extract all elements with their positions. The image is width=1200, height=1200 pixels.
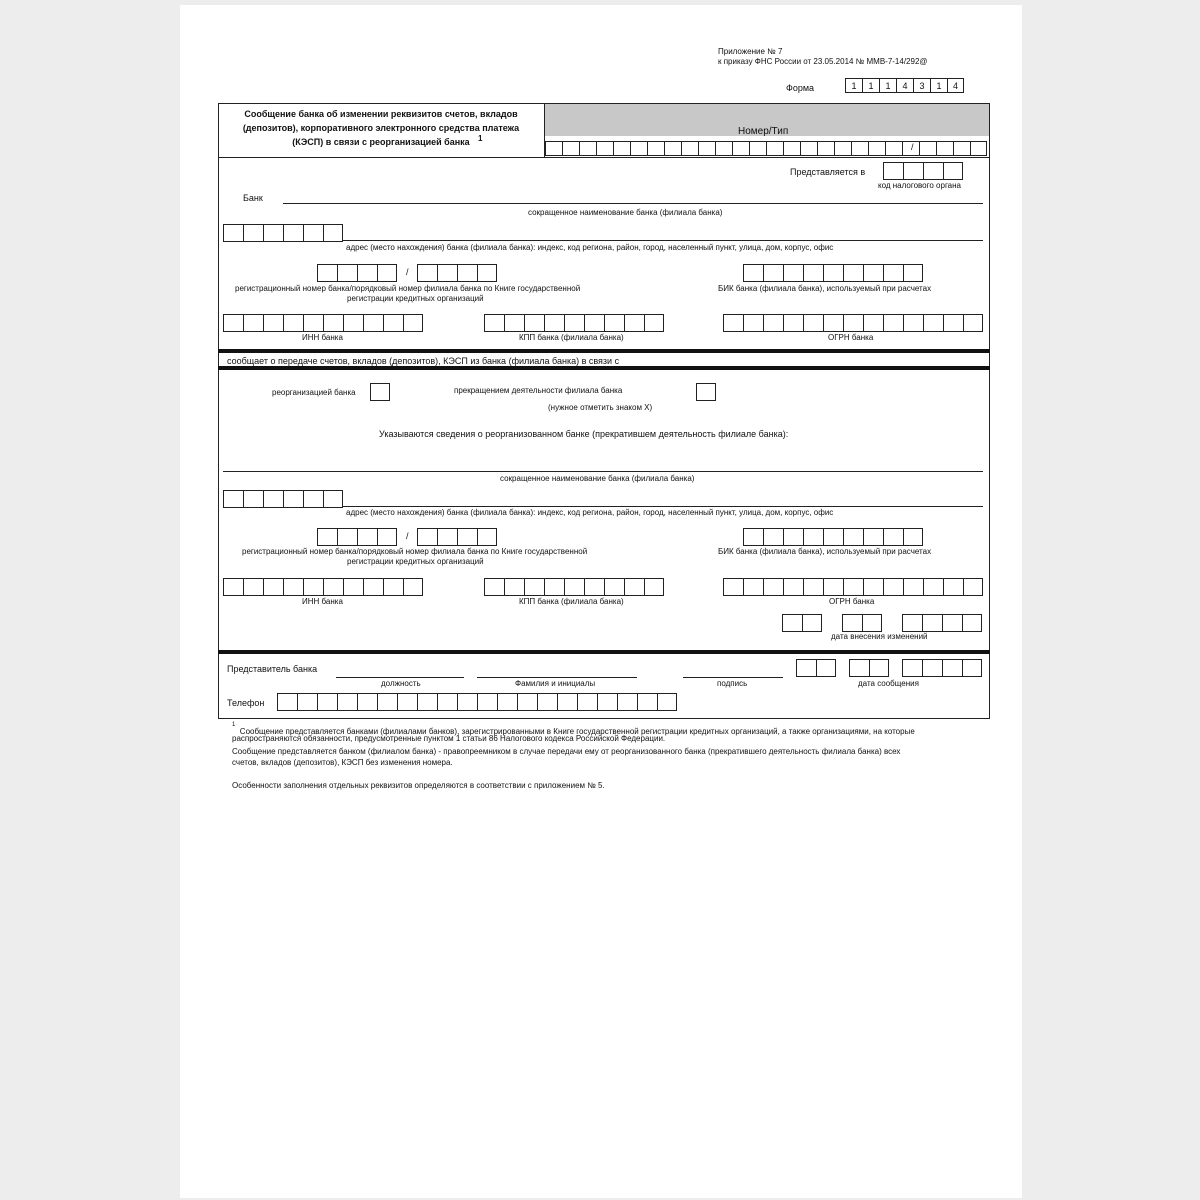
input-cell[interactable] xyxy=(624,578,644,596)
input-cell[interactable] xyxy=(783,578,803,596)
input-cell[interactable] xyxy=(477,693,497,711)
input-cell[interactable] xyxy=(637,693,657,711)
input-cell[interactable] xyxy=(303,224,323,242)
input-cell[interactable] xyxy=(596,141,613,156)
input-cell[interactable] xyxy=(936,141,953,156)
input-cell[interactable] xyxy=(545,141,562,156)
input-cell[interactable] xyxy=(681,141,698,156)
change-date-year-cells[interactable] xyxy=(902,614,982,632)
bank-inn-caption: ИНН банка xyxy=(302,333,343,342)
reorg-bank-name-caption: сокращенное наименование банка (филиала банка) xyxy=(500,474,695,483)
form-code-digit: 1 xyxy=(862,78,879,93)
input-cell[interactable] xyxy=(437,528,457,546)
input-cell[interactable] xyxy=(377,264,397,282)
form-code-cells xyxy=(845,78,964,93)
input-cell[interactable] xyxy=(763,578,783,596)
bank-name-line[interactable] xyxy=(283,203,983,204)
input-cell[interactable] xyxy=(963,314,983,332)
input-cell[interactable] xyxy=(544,314,564,332)
input-cell[interactable] xyxy=(337,528,357,546)
input-cell[interactable] xyxy=(457,693,477,711)
reorg-reg-number-cells[interactable] xyxy=(317,528,397,546)
input-cell[interactable] xyxy=(577,693,597,711)
input-cell[interactable] xyxy=(297,693,317,711)
transfer-text: сообщает о передаче счетов, вкладов (депозитов), КЭСП из банка (филиала банка) в связи с xyxy=(227,356,620,366)
title-footnote-mark: 1 xyxy=(478,134,483,143)
input-cell[interactable] xyxy=(363,578,383,596)
bank-reg-number-cells[interactable] xyxy=(317,264,397,282)
input-cell[interactable] xyxy=(943,578,963,596)
reorg-info-text: Указываются сведения о реорганизованном банке (прекратившем деятельность филиале банка): xyxy=(379,429,789,439)
input-cell[interactable] xyxy=(962,659,982,677)
phone-cells[interactable] xyxy=(277,693,677,711)
input-cell[interactable] xyxy=(323,490,343,508)
message-date-caption: дата сообщения xyxy=(858,679,919,688)
input-cell[interactable] xyxy=(644,578,664,596)
input-cell[interactable] xyxy=(497,693,517,711)
input-cell[interactable] xyxy=(624,314,644,332)
reorg-bank-name-line[interactable] xyxy=(223,471,983,472)
input-cell[interactable] xyxy=(630,141,647,156)
input-cell[interactable] xyxy=(357,693,377,711)
reorg-address-line[interactable] xyxy=(343,506,983,507)
input-cell[interactable] xyxy=(437,264,457,282)
bank-kpp-cells[interactable] xyxy=(484,314,664,332)
input-cell[interactable] xyxy=(817,141,834,156)
position-caption: должность xyxy=(381,679,421,688)
input-cell[interactable] xyxy=(283,224,303,242)
input-cell[interactable] xyxy=(664,141,681,156)
input-cell[interactable] xyxy=(317,528,337,546)
input-cell[interactable] xyxy=(803,314,823,332)
footnote-1-mark: 1 xyxy=(232,722,236,728)
input-cell[interactable] xyxy=(357,528,377,546)
reorg-branch-number-cells[interactable] xyxy=(417,528,497,546)
input-cell[interactable] xyxy=(763,528,783,546)
footnote-2-line1: Сообщение представляется банком (филиалом банка) - правопреемником в случае передачи ему от реорганизованного банка (прекратившего деятельность филиала банка) всех xyxy=(232,747,901,756)
input-cell[interactable] xyxy=(283,314,303,332)
form-title-line2: (депозитов), корпоративного электронного средства платежа xyxy=(242,123,520,133)
reorg-ogrn-cells[interactable] xyxy=(723,578,983,596)
input-cell[interactable] xyxy=(223,578,243,596)
input-cell[interactable] xyxy=(564,578,584,596)
input-cell[interactable] xyxy=(343,578,363,596)
input-cell[interactable] xyxy=(243,314,263,332)
input-cell[interactable] xyxy=(783,141,800,156)
form-title-line3: (КЭСП) в связи с реорганизацией банка xyxy=(292,137,470,147)
input-cell[interactable] xyxy=(783,314,803,332)
input-cell[interactable] xyxy=(263,314,283,332)
input-cell[interactable] xyxy=(862,614,882,632)
input-cell[interactable] xyxy=(557,693,577,711)
bank-reg-slash: / xyxy=(406,267,409,277)
input-cell[interactable] xyxy=(766,141,783,156)
input-cell[interactable] xyxy=(303,490,323,508)
reorg-checkbox[interactable] xyxy=(370,383,390,401)
input-cell[interactable] xyxy=(604,314,624,332)
input-cell[interactable] xyxy=(403,314,423,332)
input-cell[interactable] xyxy=(377,693,397,711)
section-divider-top xyxy=(218,349,990,353)
input-cell[interactable] xyxy=(377,528,397,546)
reorg-kpp-caption: КПП банка (филиала банка) xyxy=(519,597,624,606)
input-cell[interactable] xyxy=(743,528,763,546)
input-cell[interactable] xyxy=(277,693,297,711)
input-cell[interactable] xyxy=(863,264,883,282)
input-cell[interactable] xyxy=(843,264,863,282)
number-type-label: Номер/Тип xyxy=(738,126,789,137)
name-caption: Фамилия и инициалы xyxy=(515,679,596,688)
message-date-year-cells[interactable] xyxy=(902,659,982,677)
reorg-inn-caption: ИНН банка xyxy=(302,597,343,606)
form-code-digit: 1 xyxy=(879,78,896,93)
reorg-reg-slash: / xyxy=(406,531,409,541)
form-code-digit: 1 xyxy=(930,78,947,93)
input-cell[interactable] xyxy=(417,264,437,282)
input-cell[interactable] xyxy=(457,264,477,282)
input-cell[interactable] xyxy=(517,693,537,711)
input-cell[interactable] xyxy=(283,490,303,508)
input-cell[interactable] xyxy=(647,141,664,156)
bank-branch-number-cells[interactable] xyxy=(417,264,497,282)
reorg-bik-cells[interactable] xyxy=(743,528,923,546)
appendix-label: Приложение № 7 xyxy=(718,47,783,56)
input-cell[interactable] xyxy=(883,528,903,546)
form-code-digit: 1 xyxy=(845,78,862,93)
reorg-address-caption: адрес (место нахождения) банка (филиала банка): индекс, код региона, район, город, населенный пункт, улица, дом, корпус, офис xyxy=(346,508,834,517)
input-cell[interactable] xyxy=(562,141,579,156)
input-cell[interactable] xyxy=(223,224,243,242)
input-cell[interactable] xyxy=(903,264,923,282)
form-code-digit: 4 xyxy=(896,78,913,93)
input-cell[interactable] xyxy=(783,528,803,546)
input-cell[interactable] xyxy=(869,659,889,677)
message-date-day-cells[interactable] xyxy=(796,659,836,677)
input-cell[interactable] xyxy=(863,528,883,546)
input-cell[interactable] xyxy=(834,141,851,156)
form-sheet xyxy=(180,5,1022,1198)
input-cell[interactable] xyxy=(723,578,743,596)
bank-bik-cells[interactable] xyxy=(743,264,923,282)
name-line[interactable] xyxy=(477,677,637,678)
input-cell[interactable] xyxy=(883,162,903,180)
input-cell[interactable] xyxy=(303,578,323,596)
input-cell[interactable] xyxy=(963,578,983,596)
input-cell[interactable] xyxy=(816,659,836,677)
sign-caption: подпись xyxy=(717,679,748,688)
input-cell[interactable] xyxy=(317,693,337,711)
input-cell[interactable] xyxy=(564,314,584,332)
input-cell[interactable] xyxy=(537,693,557,711)
input-cell[interactable] xyxy=(657,693,677,711)
input-cell[interactable] xyxy=(943,162,963,180)
input-cell[interactable] xyxy=(477,528,497,546)
input-cell[interactable] xyxy=(437,693,457,711)
bank-ogrn-caption: ОГРН банка xyxy=(828,333,874,342)
input-cell[interactable] xyxy=(823,264,843,282)
input-cell[interactable] xyxy=(803,264,823,282)
input-cell[interactable] xyxy=(403,578,423,596)
input-cell[interactable] xyxy=(763,314,783,332)
input-cell[interactable] xyxy=(923,162,943,180)
input-cell[interactable] xyxy=(617,693,637,711)
reorg-label: реорганизацией банка xyxy=(272,388,356,397)
input-cell[interactable] xyxy=(477,264,497,282)
input-cell[interactable] xyxy=(337,264,357,282)
input-cell[interactable] xyxy=(504,578,524,596)
input-cell[interactable] xyxy=(323,578,343,596)
input-cell[interactable] xyxy=(417,528,437,546)
input-cell[interactable] xyxy=(457,528,477,546)
reorg-ogrn-caption: ОГРН банка xyxy=(829,597,875,606)
reorg-reg-caption-1: регистрационный номер банка/порядковый номер филиала банка по Книге государственной xyxy=(242,547,588,556)
input-cell[interactable] xyxy=(763,264,783,282)
input-cell[interactable] xyxy=(303,314,323,332)
section-divider-bottom xyxy=(218,366,990,370)
input-cell[interactable] xyxy=(243,224,263,242)
input-cell[interactable] xyxy=(783,264,803,282)
input-cell[interactable] xyxy=(922,614,942,632)
input-cell[interactable] xyxy=(823,578,843,596)
input-cell[interactable] xyxy=(579,141,596,156)
input-cell[interactable] xyxy=(843,314,863,332)
reorg-postcode-cells[interactable] xyxy=(223,490,343,508)
footnote-3: Особенности заполнения отдельных реквизитов определяются в соответствии с приложением № 5. xyxy=(232,781,605,790)
position-line[interactable] xyxy=(336,677,464,678)
input-cell[interactable] xyxy=(263,224,283,242)
input-cell[interactable] xyxy=(743,314,763,332)
input-cell[interactable] xyxy=(698,141,715,156)
input-cell[interactable] xyxy=(883,264,903,282)
change-date-month-cells[interactable] xyxy=(842,614,882,632)
input-cell[interactable] xyxy=(524,314,544,332)
input-cell[interactable] xyxy=(743,264,763,282)
input-cell[interactable] xyxy=(323,314,343,332)
input-cell[interactable] xyxy=(782,614,802,632)
input-cell[interactable] xyxy=(849,659,869,677)
input-cell[interactable] xyxy=(584,314,604,332)
input-cell[interactable] xyxy=(922,659,942,677)
input-cell[interactable] xyxy=(644,314,664,332)
input-cell[interactable] xyxy=(749,141,766,156)
input-cell[interactable] xyxy=(902,614,922,632)
tax-authority-code-cells[interactable] xyxy=(883,162,963,180)
input-cell[interactable] xyxy=(263,490,283,508)
representative-label: Представитель банка xyxy=(227,664,318,674)
tax-authority-caption: код налогового органа xyxy=(878,181,961,190)
input-cell[interactable] xyxy=(823,528,843,546)
bank-reg-caption-2: регистрации кредитных организаций xyxy=(347,294,484,303)
form-code-digit: 3 xyxy=(913,78,930,93)
input-cell[interactable] xyxy=(544,578,564,596)
input-cell[interactable] xyxy=(715,141,732,156)
input-cell[interactable] xyxy=(843,528,863,546)
input-cell[interactable] xyxy=(337,693,357,711)
input-cell[interactable] xyxy=(604,578,624,596)
input-cell[interactable] xyxy=(357,264,377,282)
input-cell[interactable] xyxy=(223,314,243,332)
submitted-label: Представляется в xyxy=(790,167,866,177)
phone-label: Телефон xyxy=(227,698,265,708)
bank-bik-caption: БИК банка (филиала банка), используемый при расчетах xyxy=(718,284,932,293)
input-cell[interactable] xyxy=(863,578,883,596)
input-cell[interactable] xyxy=(484,314,504,332)
input-cell[interactable] xyxy=(484,578,504,596)
input-cell[interactable] xyxy=(953,141,970,156)
bank-reg-caption-1: регистрационный номер банка/порядковый номер филиала банка по Книге государственной xyxy=(235,284,581,293)
input-cell[interactable] xyxy=(732,141,749,156)
footnote-1-line1: Сообщение представляется банками (филиалами банков), зарегистрированными в Книге государственной регистрации кредитных организаций, а также организациями, на которые xyxy=(239,727,915,736)
number-type-slash: / xyxy=(911,142,914,152)
change-date-caption: дата внесения изменений xyxy=(831,632,928,641)
input-cell[interactable] xyxy=(863,314,883,332)
input-cell[interactable] xyxy=(970,141,987,156)
input-cell[interactable] xyxy=(243,490,263,508)
input-cell[interactable] xyxy=(584,578,604,596)
input-cell[interactable] xyxy=(883,314,903,332)
reorg-bik-caption: БИК банка (филиала банка), используемый при расчетах xyxy=(718,547,932,556)
signature-line[interactable] xyxy=(683,677,783,678)
input-cell[interactable] xyxy=(885,141,902,156)
termination-checkbox[interactable] xyxy=(696,383,716,401)
bank-address-line[interactable] xyxy=(343,240,983,241)
input-cell[interactable] xyxy=(343,314,363,332)
input-cell[interactable] xyxy=(263,578,283,596)
input-cell[interactable] xyxy=(504,314,524,332)
input-cell[interactable] xyxy=(802,614,822,632)
input-cell[interactable] xyxy=(923,578,943,596)
input-cell[interactable] xyxy=(383,314,403,332)
input-cell[interactable] xyxy=(903,528,923,546)
message-date-month-cells[interactable] xyxy=(849,659,889,677)
input-cell[interactable] xyxy=(903,162,923,180)
input-cell[interactable] xyxy=(883,578,903,596)
change-date-day-cells[interactable] xyxy=(782,614,822,632)
input-cell[interactable] xyxy=(803,578,823,596)
input-cell[interactable] xyxy=(923,314,943,332)
input-cell[interactable] xyxy=(868,141,885,156)
input-cell[interactable] xyxy=(919,141,936,156)
input-cell[interactable] xyxy=(397,693,417,711)
bank-name-caption: сокращенное наименование банка (филиала банка) xyxy=(528,208,723,217)
input-cell[interactable] xyxy=(903,314,923,332)
input-cell[interactable] xyxy=(851,141,868,156)
bank-kpp-caption: КПП банка (филиала банка) xyxy=(519,333,624,342)
number-cells[interactable] xyxy=(545,141,987,156)
footnote-1-line2: распространяются обязанности, предусмотренные пунктом 1 статьи 86 Налогового кодекса Российской Федерации. xyxy=(232,734,666,743)
bank-address-caption: адрес (место нахождения) банка (филиала банка): индекс, код региона, район, город, населенный пункт, улица, дом, корпус, офис xyxy=(346,243,834,252)
input-cell[interactable] xyxy=(800,141,817,156)
input-cell[interactable] xyxy=(943,314,963,332)
reorg-reg-caption-2: регистрации кредитных организаций xyxy=(347,557,484,566)
title-bottom-line xyxy=(218,157,990,158)
input-cell[interactable] xyxy=(243,578,263,596)
footnote-2-line2: счетов, вкладов (депозитов), КЭСП без изменения номера. xyxy=(232,758,453,767)
input-cell[interactable] xyxy=(743,578,763,596)
input-cell[interactable] xyxy=(417,693,437,711)
bank-postcode-cells[interactable] xyxy=(223,224,343,242)
bank-ogrn-cells[interactable] xyxy=(723,314,983,332)
input-cell[interactable] xyxy=(223,490,243,508)
bank-inn-cells[interactable] xyxy=(223,314,423,332)
input-cell[interactable] xyxy=(723,314,743,332)
input-cell[interactable] xyxy=(902,659,922,677)
input-cell[interactable] xyxy=(597,693,617,711)
bank-label: Банк xyxy=(243,193,263,203)
input-cell[interactable] xyxy=(283,578,303,596)
form-title-line1: Сообщение банка об изменении реквизитов счетов, вкладов xyxy=(244,109,518,119)
input-cell[interactable] xyxy=(323,224,343,242)
input-cell[interactable] xyxy=(796,659,816,677)
input-cell[interactable] xyxy=(903,578,923,596)
termination-label: прекращением деятельности филиала банка xyxy=(454,386,623,395)
input-cell[interactable] xyxy=(962,614,982,632)
input-cell[interactable] xyxy=(942,614,962,632)
input-cell[interactable] xyxy=(842,614,862,632)
input-cell[interactable] xyxy=(613,141,630,156)
form-code-digit: 4 xyxy=(947,78,964,93)
signature-divider xyxy=(218,650,990,654)
reorg-kpp-cells[interactable] xyxy=(484,578,664,596)
mark-hint: (нужное отметить знаком X) xyxy=(548,403,653,412)
input-cell[interactable] xyxy=(823,314,843,332)
input-cell[interactable] xyxy=(524,578,544,596)
input-cell[interactable] xyxy=(363,314,383,332)
input-cell[interactable] xyxy=(942,659,962,677)
reorg-inn-cells[interactable] xyxy=(223,578,423,596)
order-reference: к приказу ФНС России от 23.05.2014 № ММВ-7-14/292@ xyxy=(718,57,928,66)
input-cell[interactable] xyxy=(317,264,337,282)
input-cell[interactable] xyxy=(843,578,863,596)
form-label: Форма xyxy=(786,83,815,93)
input-cell[interactable] xyxy=(803,528,823,546)
input-cell[interactable] xyxy=(383,578,403,596)
